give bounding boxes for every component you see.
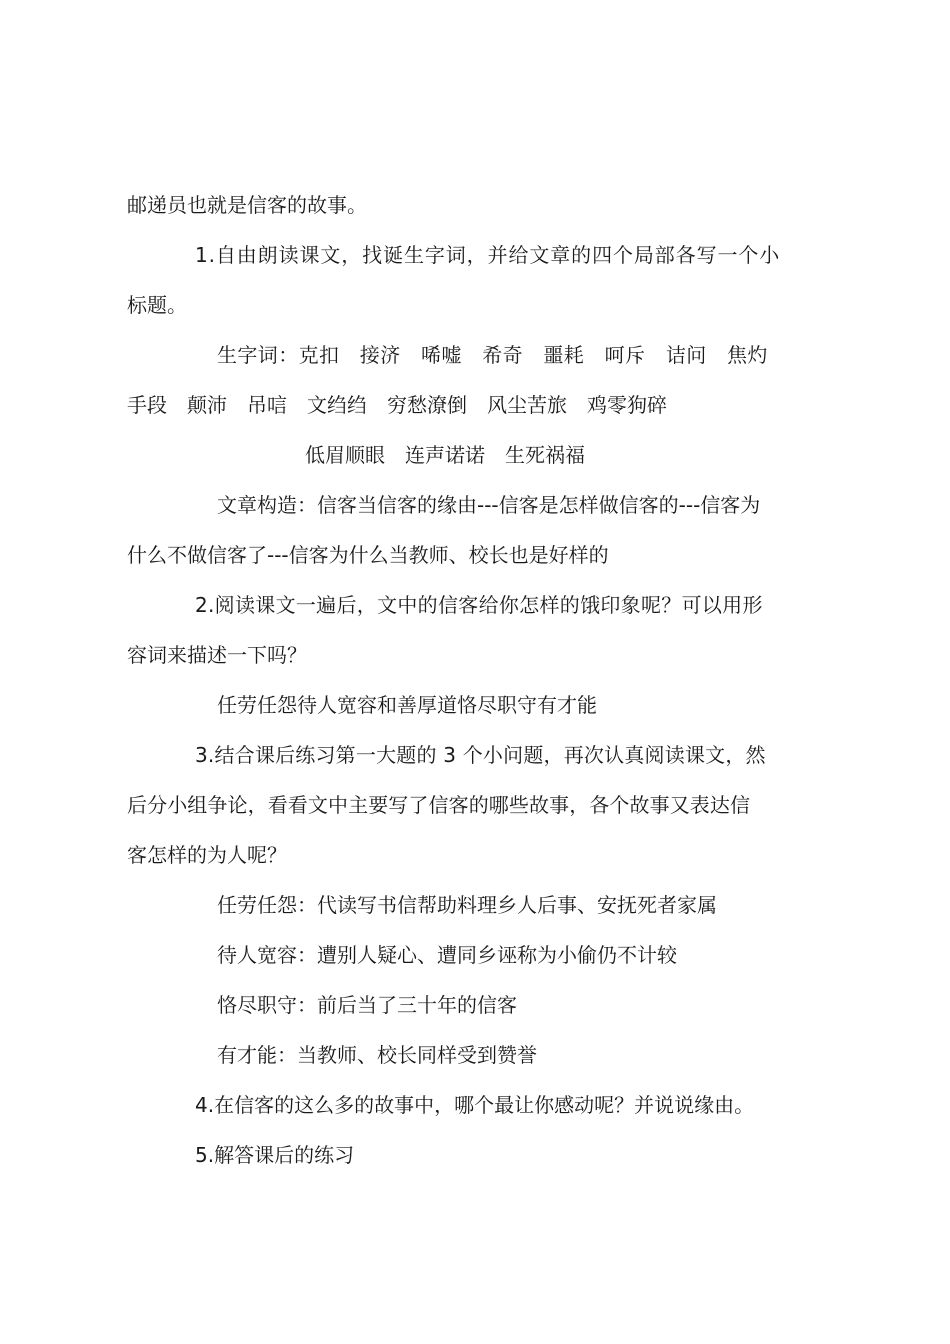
text-line: 标题。 [127,293,187,317]
text-line: 2.阅读课文一遍后，文中的信客给你怎样的饿印象呢？可以用形 [195,593,763,617]
text-line: 4.在信客的这么多的故事中，哪个最让你感动呢？并说说缘由。 [195,1093,755,1117]
text-line: 待人宽容：遭别人疑心、遭同乡诬称为小偷仍不计较 [217,943,677,967]
text-line: 5.解答课后的练习 [195,1143,355,1167]
text-line: 生字词：克扣 接济 唏嘘 希奇 噩耗 呵斥 诘问 焦灼 [217,343,768,367]
text-line: 客怎样的为人呢？ [127,843,287,867]
text-line: 后分小组争论，看看文中主要写了信客的哪些故事，各个故事又表达信 [127,793,751,817]
text-line: 容词来描述一下吗？ [127,643,307,667]
text-line: 任劳任怨：代读写书信帮助料理乡人后事、安抚死者家属 [217,893,717,917]
text-line: 手段 颠沛 吊唁 文绉绉 穷愁潦倒 风尘苦旅 鸡零狗碎 [127,393,667,417]
text-line: 文章构造：信客当信客的缘由---信客是怎样做信客的---信客为 [217,493,761,517]
text-line: 1.自由朗读课文，找诞生字词，并给文章的四个局部各写一个小 [195,243,781,267]
text-line: 有才能：当教师、校长同样受到赞誉 [217,1043,537,1067]
text-line: 邮递员也就是信客的故事。 [127,193,367,217]
text-line: 恪尽职守：前后当了三十年的信客 [217,993,517,1017]
text-line: 任劳任怨待人宽容和善厚道恪尽职守有才能 [217,693,597,717]
text-line: 3.结合课后练习第一大题的 3 个小问题，再次认真阅读课文，然 [195,743,766,767]
text-line: 什么不做信客了---信客为什么当教师、校长也是好样的 [127,543,609,567]
text-line: 低眉顺眼 连声诺诺 生死祸福 [305,443,585,467]
